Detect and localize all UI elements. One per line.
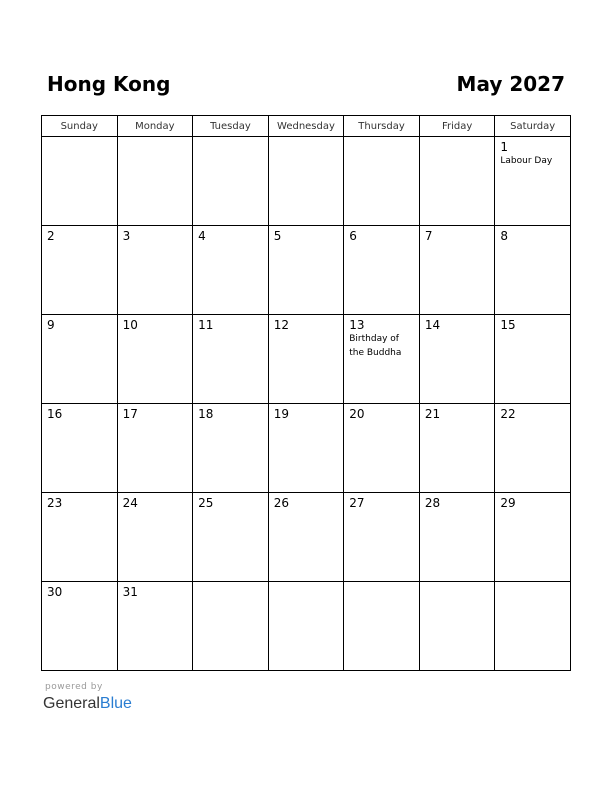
holiday-label: Labour Day xyxy=(500,156,553,166)
day-number xyxy=(42,137,117,140)
week-row xyxy=(42,404,571,493)
day-number: 28 xyxy=(424,496,441,510)
day-number xyxy=(269,137,344,140)
day-number: 14 xyxy=(424,318,441,332)
day-cell xyxy=(419,404,495,493)
day-cell xyxy=(495,582,571,671)
day-number: 31 xyxy=(122,585,138,599)
day-number: 6 xyxy=(349,229,357,243)
day-number: 25 xyxy=(198,496,214,510)
week-row xyxy=(42,137,571,226)
week-row xyxy=(42,226,571,315)
day-number: 20 xyxy=(349,407,365,421)
day-cell xyxy=(42,404,118,493)
weekday-header: Sunday xyxy=(42,116,118,137)
day-cell xyxy=(42,493,118,582)
day-cell xyxy=(193,226,269,315)
day-cell xyxy=(117,226,193,315)
day-number: 17 xyxy=(122,407,138,421)
day-cell xyxy=(193,493,269,582)
powered-by-label: powered by xyxy=(45,682,103,692)
day-cell xyxy=(42,137,118,226)
day-cell xyxy=(419,582,495,671)
holiday-label: Birthday of the Buddha xyxy=(349,334,402,358)
day-number: 16 xyxy=(47,407,63,421)
day-number: 2 xyxy=(47,229,55,243)
day-number xyxy=(420,582,495,585)
day-number: 15 xyxy=(500,318,516,332)
day-cell xyxy=(495,226,571,315)
day-number: 13 xyxy=(349,318,365,332)
day-number: 4 xyxy=(198,229,206,243)
day-cell xyxy=(344,493,420,582)
day-cell xyxy=(42,582,118,671)
day-number: 24 xyxy=(122,496,138,510)
weekday-header: Saturday xyxy=(495,116,571,137)
day-number xyxy=(118,137,193,140)
weekday-header: Friday xyxy=(419,116,495,137)
week-row xyxy=(42,582,571,671)
day-cell xyxy=(193,582,269,671)
day-cell xyxy=(344,226,420,315)
logo-text-blue: Blue xyxy=(99,695,132,712)
calendar-month-title: May 2027 xyxy=(456,72,565,96)
day-number xyxy=(344,582,419,585)
day-cell xyxy=(117,404,193,493)
day-number: 26 xyxy=(273,496,289,510)
day-cell xyxy=(193,404,269,493)
day-cell xyxy=(419,137,495,226)
day-number: 9 xyxy=(47,318,55,332)
calendar-region-title: Hong Kong xyxy=(47,72,171,96)
day-number: 30 xyxy=(47,585,63,599)
day-number: 8 xyxy=(500,229,509,243)
day-number xyxy=(420,137,495,140)
day-cell xyxy=(117,582,193,671)
day-cell xyxy=(344,404,420,493)
day-cell xyxy=(268,404,344,493)
day-cell xyxy=(268,226,344,315)
day-cell xyxy=(117,137,193,226)
day-cell xyxy=(344,582,420,671)
day-cell xyxy=(268,582,344,671)
day-cell xyxy=(344,137,420,226)
day-cell xyxy=(117,493,193,582)
day-cell xyxy=(495,404,571,493)
weekday-header-row xyxy=(42,116,571,137)
day-cell xyxy=(268,493,344,582)
day-number: 5 xyxy=(273,229,282,243)
day-number xyxy=(269,582,344,585)
day-cell xyxy=(419,226,495,315)
day-cell xyxy=(268,137,344,226)
day-cell xyxy=(419,315,495,404)
week-row xyxy=(42,493,571,582)
day-cell xyxy=(344,315,420,404)
day-cell xyxy=(193,315,269,404)
day-cell xyxy=(495,493,571,582)
weekday-header: Monday xyxy=(117,116,193,137)
day-number: 29 xyxy=(500,496,516,510)
day-cell xyxy=(193,137,269,226)
day-number: 22 xyxy=(500,407,516,421)
day-number: 10 xyxy=(122,318,138,332)
day-number: 23 xyxy=(47,496,63,510)
day-number xyxy=(193,582,268,585)
day-cell xyxy=(117,315,193,404)
weekday-header: Thursday xyxy=(344,116,420,137)
day-cell xyxy=(495,315,571,404)
day-number: 21 xyxy=(424,407,441,421)
day-cell xyxy=(268,315,344,404)
day-cell xyxy=(42,226,118,315)
day-number: 19 xyxy=(273,407,289,421)
logo-text-general: General xyxy=(43,695,100,712)
day-number: 27 xyxy=(349,496,365,510)
day-number: 12 xyxy=(273,318,289,332)
day-number xyxy=(495,582,570,585)
weekday-header: Wednesday xyxy=(268,116,344,137)
day-number xyxy=(193,137,268,140)
day-cell xyxy=(419,493,495,582)
day-number xyxy=(344,137,419,140)
day-cell xyxy=(495,137,571,226)
calendar-grid xyxy=(41,115,571,671)
day-cell xyxy=(42,315,118,404)
weekday-header: Tuesday xyxy=(193,116,269,137)
day-number: 11 xyxy=(198,318,214,332)
generalblue-logo xyxy=(43,694,132,714)
day-number: 7 xyxy=(424,229,433,243)
day-number: 18 xyxy=(198,407,214,421)
day-number: 3 xyxy=(122,229,131,243)
day-number: 1 xyxy=(500,140,509,154)
calendar-body xyxy=(42,137,571,671)
week-row xyxy=(42,315,571,404)
